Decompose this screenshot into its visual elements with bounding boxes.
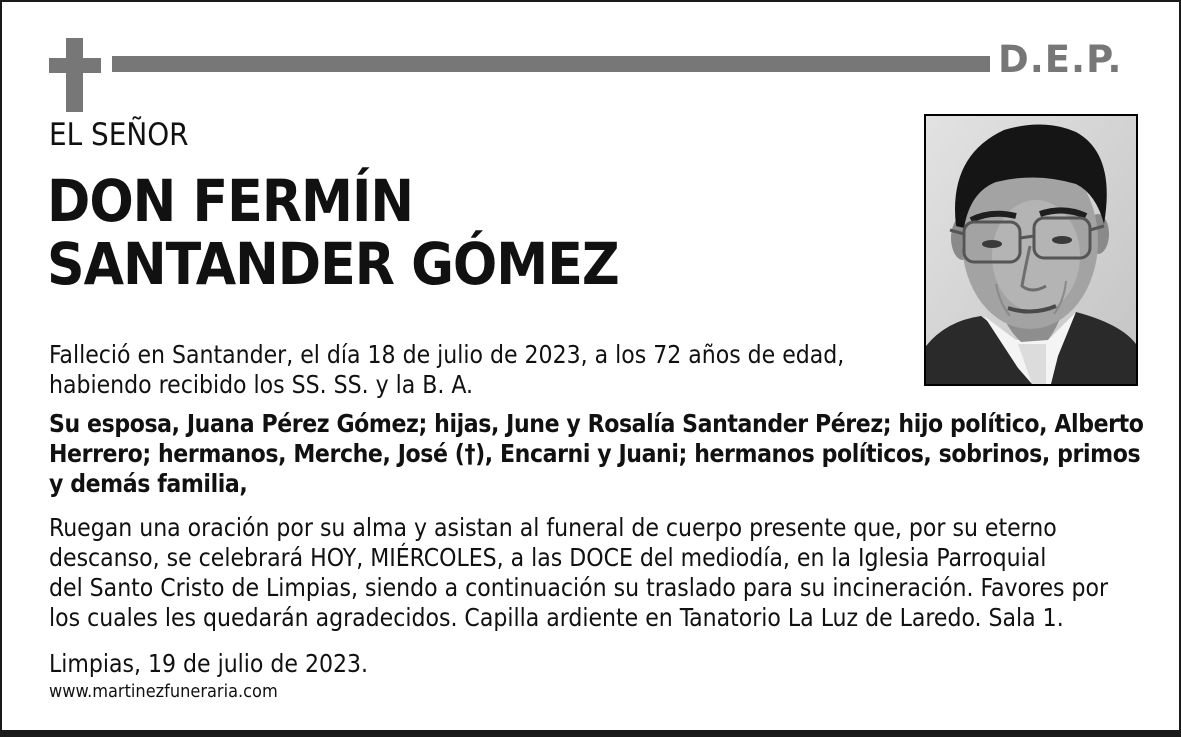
family-line: Su esposa, Juana Pérez Gómez; hijas, June y Rosalía Santander Pérez; hijo político, Alberto bbox=[49, 409, 1144, 438]
family-mourners bbox=[49, 409, 1159, 499]
request-line: descanso, se celebrará HOY, MIÉRCOLES, a las DOCE del mediodía, en la Iglesia Parroquial bbox=[49, 543, 1047, 572]
request-line: los cuales les quedarán agradecidos. Capilla ardiente en Tanatorio La Luz de Laredo. Sala 1. bbox=[49, 603, 1064, 632]
family-line: y demás familia, bbox=[49, 469, 248, 498]
family-line: Herrero; hermanos, Merche, José (†), Encarni y Juani; hermanos políticos, sobrinos, primos bbox=[49, 439, 1141, 468]
dep-label: D.E.P. bbox=[998, 38, 1123, 81]
request-line: del Santo Cristo de Limpias, siendo a continuación su traslado para su incineración. Favores por bbox=[49, 573, 1109, 602]
request-line: Ruegan una oración por su alma y asistan al funeral de cuerpo presente que, por su eterno bbox=[49, 513, 1057, 542]
portrait-photo bbox=[924, 114, 1138, 386]
cross-icon bbox=[49, 38, 101, 112]
portrait-illustration bbox=[926, 116, 1136, 384]
funeral-details bbox=[49, 513, 1159, 633]
death-announcement bbox=[49, 340, 909, 400]
header-rule bbox=[112, 56, 990, 72]
name-line-2: SANTANDER GÓMEZ bbox=[47, 230, 619, 298]
intro-line: habiendo recibido los SS. SS. y la B. A. bbox=[49, 370, 474, 399]
intro-line: Falleció en Santander, el día 18 de julio de 2023, a los 72 años de edad, bbox=[49, 340, 845, 369]
deceased-name bbox=[47, 167, 619, 298]
name-line-1: DON FERMÍN bbox=[47, 167, 414, 235]
place-date: Limpias, 19 de julio de 2023. bbox=[49, 649, 369, 678]
website-text: www.martinezfuneraria.com bbox=[49, 681, 278, 702]
honorific: EL SEÑOR bbox=[49, 117, 189, 153]
